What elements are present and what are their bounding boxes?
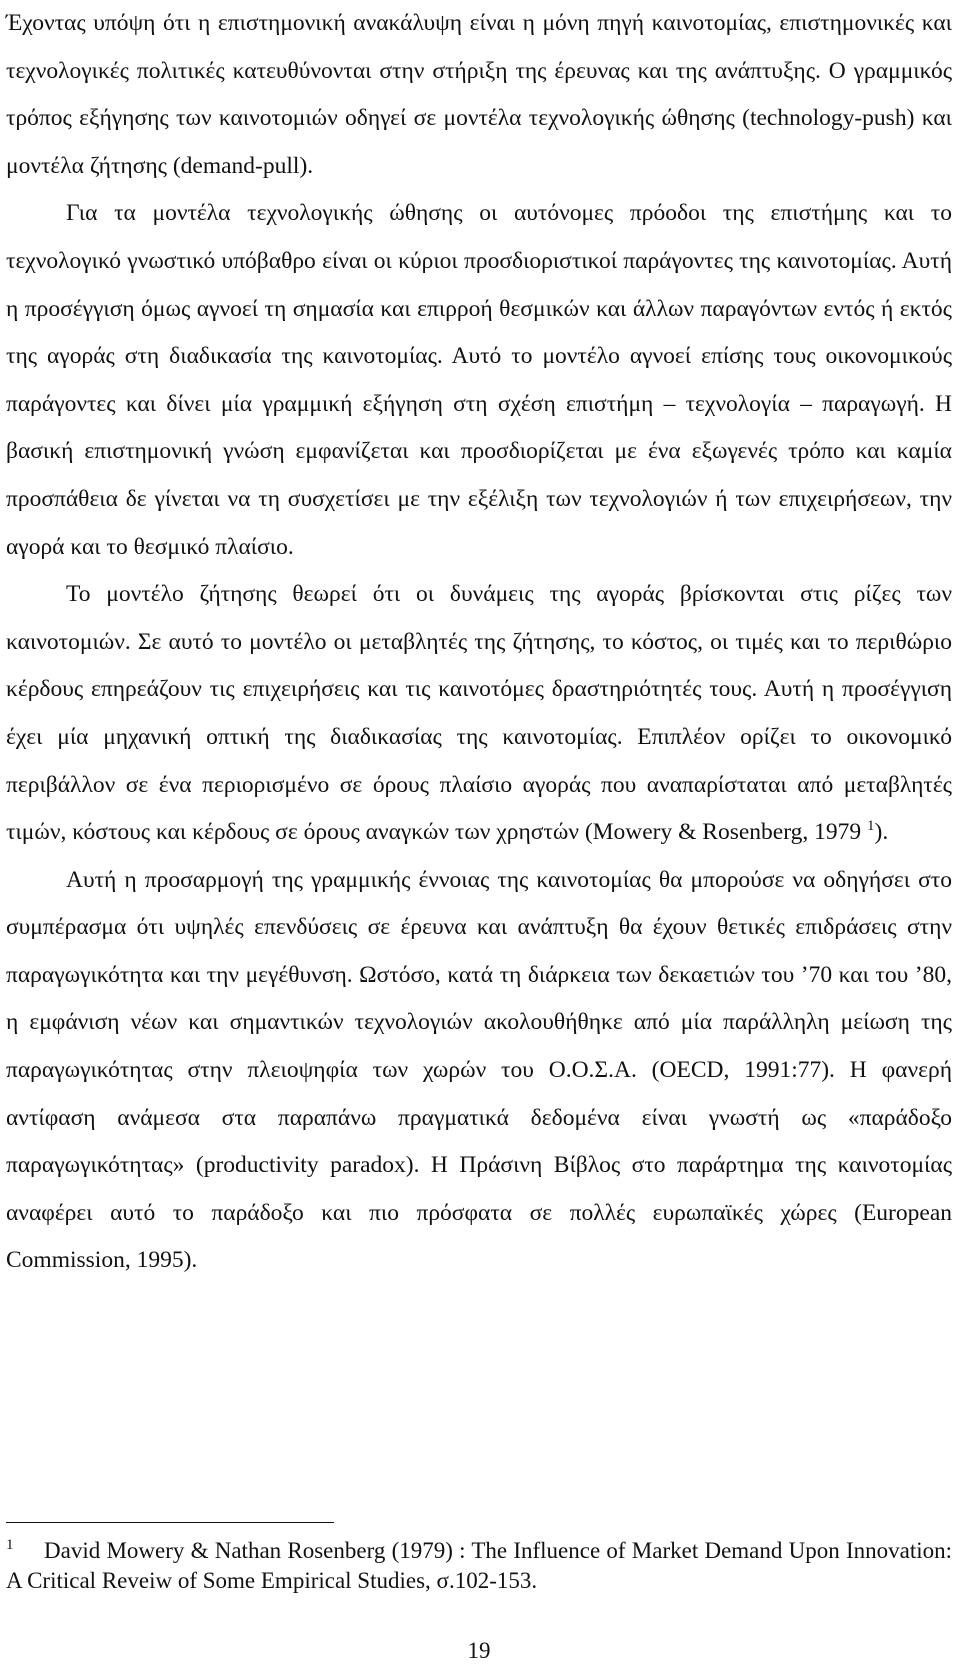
page-number: 19 (467, 1638, 491, 1663)
footnote-text: David Mowery & Nathan Rosenberg (1979) : The Influence of Market Demand Upon Innovation: A Critical Reveiw of Some Empirical Studies, σ.102-153. (6, 1538, 952, 1593)
paragraph-4: Αυτή η προσαρμογή της γραμμικής έννοιας της καινοτομίας θα μπορούσε να οδηγήσει στο συμπέρασμα ότι υψηλές επενδύσεις σε έρευνα και ανάπτυξη θα έχουν θετικές επιδράσεις στην παραγωγικότητα και την μεγέθυνση. Ωστόσο, κατά τη διάρκεια των δεκαετιών του ’70 και του ’80, η εμφάνιση νέων και σημαντικών τεχνολογιών ακολουθήθηκε από μία παράλληλη μείωση της παραγωγικότητας στην πλειοψηφία των χωρών του Ο.Ο.Σ.Α. (OECD, 1991:77). Η φανερή αντίφαση ανάμεσα στα παραπάνω πραγματικά δεδομένα είναι γνωστή ως «παράδοξο παραγωγικότητας» (productivity paradox). Η Πράσινη Βίβλος στο παράρτημα της καινοτομίας αναφέρει αυτό το παράδοξο και πιο πρόσφατα σε πολλές ευρωπαϊκές χώρες (European Commission, 1995). (6, 866, 952, 1274)
footnote-separator (6, 1522, 334, 1523)
paragraph-3-text: Το μοντέλο ζήτησης θεωρεί ότι οι δυνάμεις της αγοράς βρίσκονται στις ρίζες των καινοτομιών. Σε αυτό το μοντέλο οι μεταβλητές της ζήτησης, το κόστος, οι τιμές και το περιθώριο κέρδους επηρεάζουν τις επιχειρήσεις και τις καινοτόμες δραστηριότητές τους. Αυτή η προσέγγιση έχει μία μηχανική οπτική της διαδικασίας της καινοτομίας. Επιπλέον ορίζει το οικονομικό περιβάλλον σε ένα περιορισμένο σε όρους πλαίσιο αγοράς που αναπαρίσταται από μεταβλητές τιμών, κόστους και κέρδους σε όρους αναγκών των χρηστών (Mowery & Rosenberg, 1979 (6, 581, 952, 846)
body-text (6, 0, 952, 1285)
paragraph-2: Για τα μοντέλα τεχνολογικής ώθησης οι αυτόνομες πρόοδοι της επιστήμης και το τεχνολογικό γνωστικό υπόβαθρο είναι οι κύριοι προσδιοριστικοί παράγοντες της καινοτομίας. Αυτή η προσέγγιση όμως αγνοεί τη σημασία και επιρροή θεσμικών και άλλων παραγόντων εντός ή εκτός της αγοράς στη διαδικασία της καινοτομίας. Αυτό το μοντέλο αγνοεί επίσης τους οικονομικούς παράγοντες και δίνει μία γραμμική εξήγηση στη σχέση επιστήμη – τεχνολογία – παραγωγή. Η βασική επιστημονική γνώση εμφανίζεται και προσδιορίζεται με ένα εξωγενές τρόπο και καμία προσπάθεια δε γίνεται να τη συσχετίσει με την εξέλιξη των τεχνολογιών ή των επιχειρήσεων, την αγορά και το θεσμικό πλαίσιο. (6, 200, 952, 560)
footnote: 1 David Mowery & Nathan Rosenberg (1979) : The Influence of Market Demand Upon Innovation: A Critical Reveiw of Some Empirical Studies, σ.102-153. (6, 1537, 952, 1593)
footnote-reference[interactable]: 1 (867, 818, 875, 835)
document-page (6, 0, 952, 1678)
paragraph-3 (6, 571, 952, 857)
paragraph-1: Έχοντας υπόψη ότι η επιστημονική ανακάλυψη είναι η μόνη πηγή καινοτομίας, επιστημονικές και τεχνολογικές πολιτικές κατευθύνονται στην στήριξη της έρευνας και της ανάπτυξης. Ο γραμμικός τρόπος εξήγησης των καινοτομιών οδηγεί σε μοντέλα τεχνολογικής ώθησης (technology-push) και μοντέλα ζήτησης (demand-pull). (6, 10, 952, 179)
paragraph-3-tail: ). (874, 819, 889, 846)
